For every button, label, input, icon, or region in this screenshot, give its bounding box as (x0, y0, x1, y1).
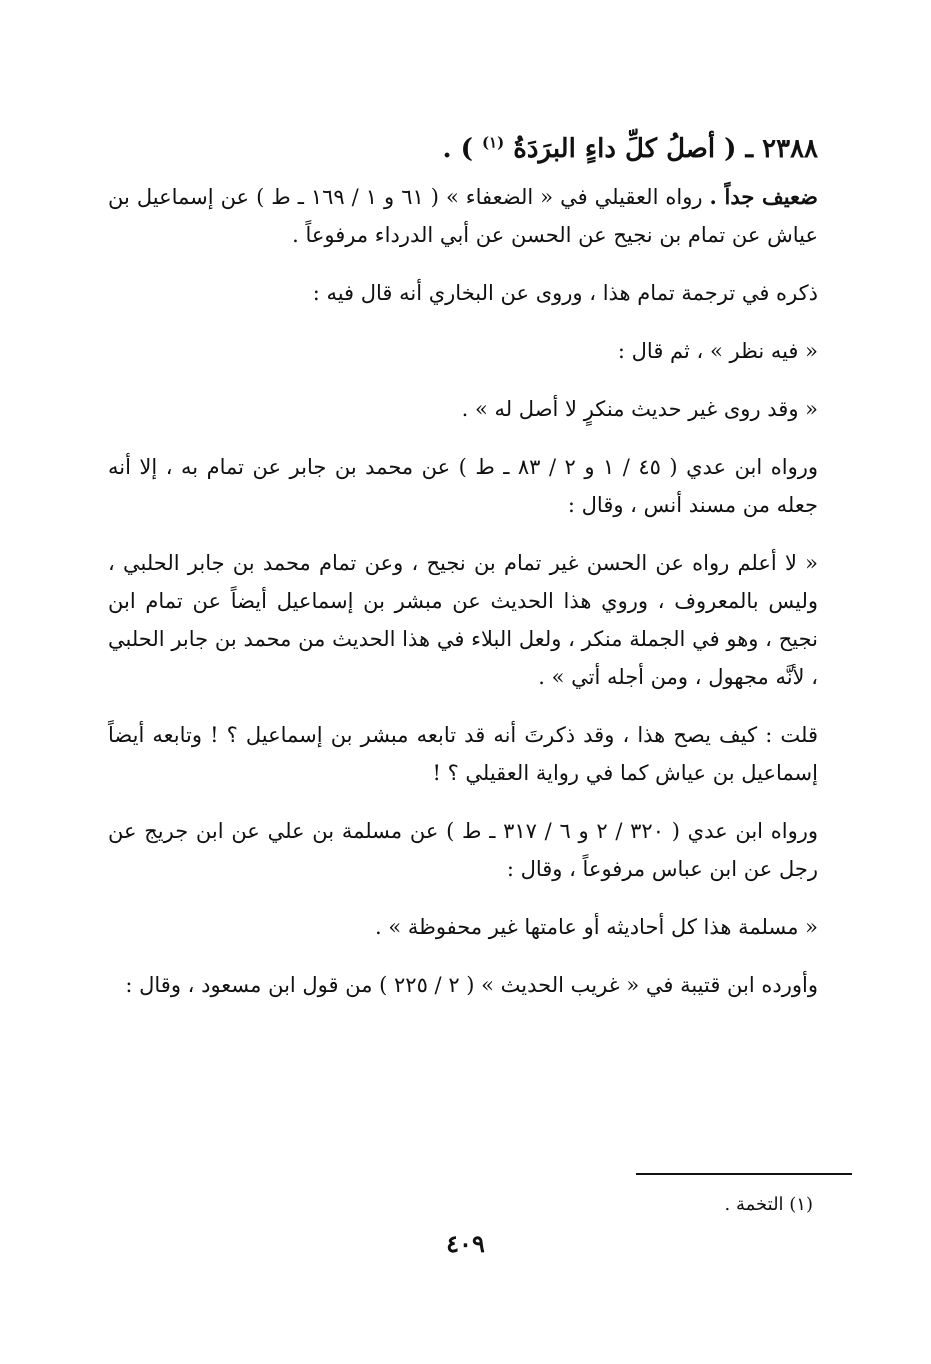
quote (108, 544, 818, 696)
quote-text: « لا أعلم رواه عن الحسن غير تمام بن نجيح ، وعن تمام محمد بن جابر الحلبي ، وليس بالمعروف ، وروي هذا الحديث عن مبشر بن إسماعيل أيضاً عن تمام ابن نجيح ، وهو في الجملة منكر ، ولعل البلاء في هذا الحديث من محمد بن جابر الحلبي ، لأنَّه مجهول ، ومن أجله أتي » . (108, 551, 818, 689)
main-text (108, 120, 818, 1024)
page-number (0, 1228, 931, 1260)
footnote-divider (636, 1173, 852, 1175)
entry-title: ٢٣٨٨ ـ ( أصلُ كلِّ داءٍ البرَدَةُ (513, 134, 818, 164)
paragraph-text: وأورده ابن قتيبة في « غريب الحديث » ( ٢ / ٢٢٥ ) من قول ابن مسعود ، وقال : (125, 973, 818, 997)
paragraph (108, 448, 818, 524)
footnote (725, 1192, 813, 1218)
quote-text: « وقد روى غير حديث منكرٍ لا أصل له » . (461, 397, 818, 421)
quote (108, 908, 818, 946)
quote-text: « فيه نظر » ، ثم قال : (617, 339, 818, 363)
page-number-text: ٤٠٩ (446, 1229, 485, 1258)
paragraph-text: ورواه ابن عدي ( ٣٢٠ / ٢ و ٦ / ٣١٧ ـ ط ) عن مسلمة بن علي عن ابن جريج عن رجل عن ابن عباس مرفوعاً ، وقال : (108, 819, 818, 881)
paragraph-text: ورواه ابن عدي ( ٤٥ / ١ و ٢ / ٨٣ ـ ط ) عن محمد بن جابر عن تمام به ، إلا أنه جعله من مسند أنس ، وقال : (108, 455, 818, 517)
entry-heading (108, 120, 818, 178)
paragraph-text: رواه العقيلي في « الضعفاء » ( ٦١ و ١ / ١٦٩ ـ ط ) عن إسماعيل بن عياش عن تمام بن نجيح عن الحسن عن أبي الدرداء مرفوعاً . (108, 185, 818, 247)
quote-text: « مسلمة هذا كل أحاديثه أو عامتها غير محفوظة » . (374, 915, 818, 939)
quote (108, 390, 818, 428)
paragraph (108, 966, 818, 1004)
footnote-marker: (١) (481, 133, 505, 152)
footnote-text: (١) التخمة . (724, 1194, 813, 1215)
grading-lead: ضعيف جداً . (709, 184, 819, 209)
paragraph-text: قلت : كيف يصح هذا ، وقد ذكرتَ أنه قد تابعه مبشر بن إسماعيل ؟ ! وتابعه أيضاً إسماعيل بن عياش كما في رواية العقيلي ؟ ! (108, 723, 818, 785)
paragraph-text: ذكره في ترجمة تمام هذا ، وروى عن البخاري أنه قال فيه : (312, 281, 818, 305)
quote (108, 332, 818, 370)
paragraph (108, 812, 818, 888)
paragraph (108, 716, 818, 792)
paragraph (108, 274, 818, 312)
entry-title-end: ) . (442, 134, 473, 164)
paragraph-grading (108, 178, 818, 254)
